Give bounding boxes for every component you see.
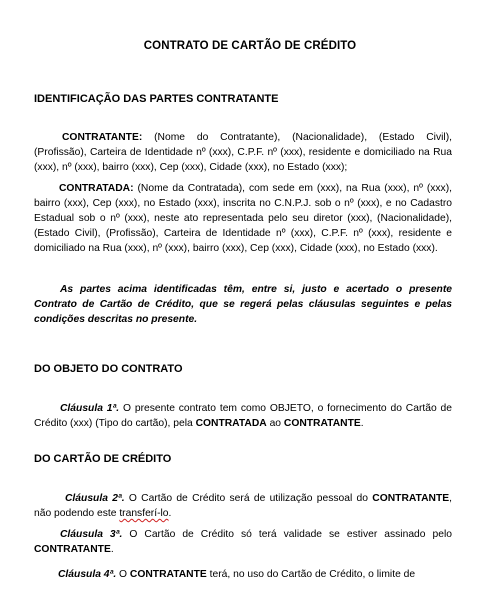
clause-1-contratante: CONTRATANTE [283, 418, 361, 429]
paragraph-clause-2 [34, 491, 452, 521]
clause-3-text: O Cartão de Crédito só terá validade se estiver assinado pelo [122, 529, 452, 540]
contratada-label: CONTRATADA: [59, 183, 134, 194]
clause-1-text: O presente contrato tem como OBJETO, o fornecimento do Cartão de Crédito (xxx) (Tipo do cartão), pela [34, 403, 453, 429]
paragraph-contratante [34, 130, 452, 175]
clause-1-contratada: CONTRATADA [195, 418, 267, 429]
clause-3-label: Cláusula 3ª. [60, 529, 123, 540]
document-title: CONTRATO DE CARTÃO DE CRÉDITO [143, 40, 357, 52]
paragraph-clause-3 [34, 527, 452, 557]
clause-2-text: O Cartão de Crédito será de utilização pessoal do [124, 493, 373, 504]
paragraph-clause-4 [34, 567, 452, 582]
clause-4-contratante: CONTRATANTE [129, 569, 207, 580]
paragraph-contratada [34, 181, 452, 256]
clause-2-label: Cláusula 2ª. [65, 493, 125, 504]
section-heading-object: DO OBJETO DO CONTRATO [34, 363, 183, 375]
clause-2-contratante: CONTRATANTE [372, 493, 450, 504]
clause-3-end: . [110, 544, 114, 555]
clause-1-text-2: ao [266, 418, 284, 429]
clause-4-text: O [116, 569, 130, 580]
clause-1-label: Cláusula 1ª. [60, 403, 120, 414]
clause-2-end: . [168, 508, 172, 519]
spellcheck-flagged-word[interactable]: transferí-lo [119, 508, 169, 519]
paragraph-clause-1 [34, 401, 452, 431]
clause-3-contratante: CONTRATANTE [34, 544, 111, 555]
contratada-text: (Nome da Contratada), com sede em (xxx), na Rua (xxx), nº (xxx), bairro (xxx), Cep (xxx), no Estado (xxx), inscrita no C.N.P.J. sob o nº (xxx), e no Cadastro Estadual sob o nº (xxx), neste ato representada pelo seu diretor (xxx), (Nacionalidade), (Estado Civil), (Profissão), Carteira de Identidade nº (xxx), C.P.F. nº (xxx), residente e domiciliado na Rua (xxx), nº (xxx), bairro (xxx), Cep (xxx), Cidade (xxx), no Estado (xxx). [34, 183, 452, 254]
section-heading-card: DO CARTÃO DE CRÉDITO [34, 453, 172, 465]
contratante-text: (Nome do Contratante), (Nacionalidade), (Estado Civil), (Profissão), Carteira de Identidade nº (xxx), C.P.F. nº (xxx), residente e domiciliado na Rua (xxx), nº (xxx), bairro (xxx), Cep (xxx), Cidade (xxx), no Estado (xxx); [34, 132, 452, 173]
preamble-text: As partes acima identificadas têm, entre si, justo e acertado o presente Contrato de Cartão de Crédito, que se regerá pelas cláusulas seguintes e pelas condições descritas no presente. [34, 284, 452, 325]
clause-1-end: . [360, 418, 364, 429]
contratante-label: CONTRATANTE: [62, 132, 143, 143]
section-heading-parties: IDENTIFICAÇÃO DAS PARTES CONTRATANTE [34, 93, 279, 105]
clause-4-label: Cláusula 4ª. [58, 569, 117, 580]
clause-2-text-2: , não podendo este [34, 493, 452, 519]
clause-4-text-2: terá, no uso do Cartão de Crédito, o limite de [206, 569, 416, 580]
paragraph-preamble [34, 282, 452, 327]
